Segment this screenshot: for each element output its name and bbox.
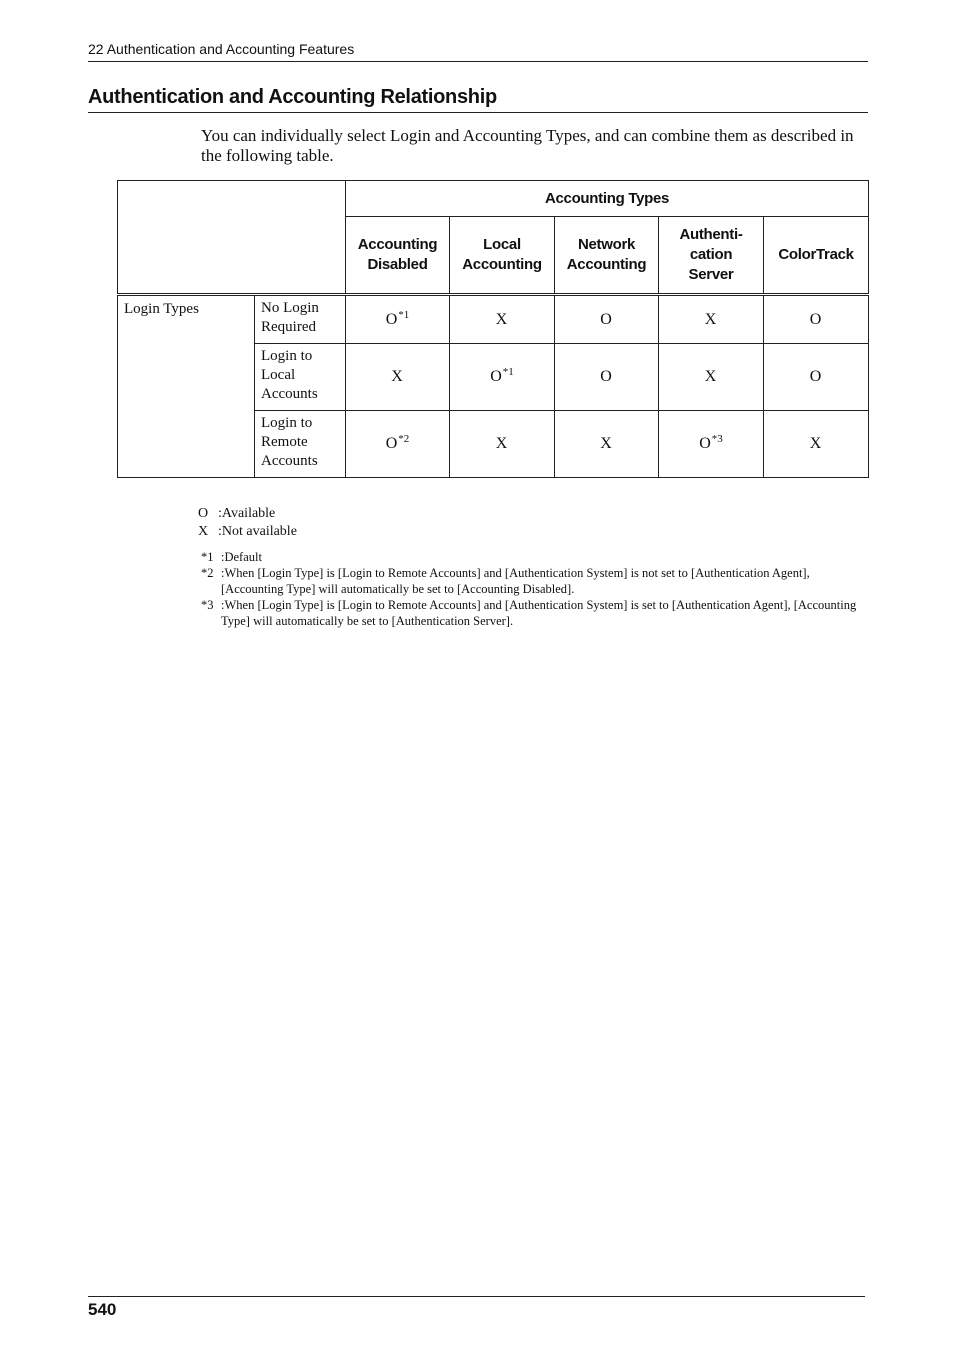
column-header-accounting-disabled: Accounting Disabled xyxy=(346,217,450,295)
footnotes xyxy=(201,549,871,629)
running-header: 22 Authentication and Accounting Features xyxy=(88,40,868,62)
login-types-label: Login Types xyxy=(118,295,255,478)
accounting-types-header: Accounting Types xyxy=(346,181,869,217)
footnote-text: :Default xyxy=(221,550,262,564)
legend-text: :Not available xyxy=(218,524,297,539)
intro-paragraph: You can individually select Login and Accounting Types, and can combine them as described in the following table. xyxy=(201,126,854,165)
section-title: Authentication and Accounting Relationship xyxy=(88,84,868,113)
footnote-text: :When [Login Type] is [Login to Remote Accounts] and [Authentication System] is not set to [Authentication Agent], [Accounting Type] will automatically be set to [Accounting Disabled]. xyxy=(221,566,810,596)
legend-symbol: O xyxy=(198,506,209,521)
table-corner-cell xyxy=(118,181,346,295)
table-cell: X xyxy=(450,411,555,478)
table-cell: X xyxy=(450,295,555,344)
legend xyxy=(198,505,297,541)
footnote xyxy=(201,597,871,629)
table-cell: O xyxy=(764,295,869,344)
footnote-mark: *2 xyxy=(201,566,214,580)
table-cell: X xyxy=(659,295,764,344)
footnote-mark: *1 xyxy=(201,550,214,564)
row-label: Login to Remote Accounts xyxy=(255,411,346,478)
legend-item xyxy=(198,523,297,541)
row-label: No Login Required xyxy=(255,295,346,344)
legend-symbol: X xyxy=(198,524,209,539)
table-cell: X xyxy=(555,411,659,478)
table-cell: $O^{*1}$ xyxy=(450,344,555,411)
footer-rule xyxy=(88,1296,865,1297)
legend-text: :Available xyxy=(218,506,276,521)
table-cell: $O^{*2}$ xyxy=(346,411,450,478)
footnote-text: :When [Login Type] is [Login to Remote Accounts] and [Authentication System] is set to [Authentication Agent], [Accounting Type] will automatically be set to [Authentication Server]. xyxy=(221,598,857,628)
table-cell: O xyxy=(555,344,659,411)
table-cell: X xyxy=(659,344,764,411)
table-cell: X xyxy=(764,411,869,478)
footnote-mark: *3 xyxy=(201,598,214,612)
table-row xyxy=(118,295,869,344)
table-cell: X xyxy=(346,344,450,411)
column-header-colortrack: ColorTrack xyxy=(764,217,869,295)
column-header-local-accounting: Local Accounting xyxy=(450,217,555,295)
footnote xyxy=(201,565,871,597)
table-cell: $O^{*3}$ xyxy=(659,411,764,478)
table-cell: O xyxy=(764,344,869,411)
relationship-table xyxy=(117,180,869,478)
page-number: 540 xyxy=(88,1300,117,1319)
legend-item xyxy=(198,505,297,523)
table-cell: $O^{*1}$ xyxy=(346,295,450,344)
column-header-authentication-server: Authenti- cation Server xyxy=(659,217,764,295)
row-label: Login to Local Accounts xyxy=(255,344,346,411)
column-header-network-accounting: Network Accounting xyxy=(555,217,659,295)
table-cell: O xyxy=(555,295,659,344)
footnote xyxy=(201,549,871,565)
